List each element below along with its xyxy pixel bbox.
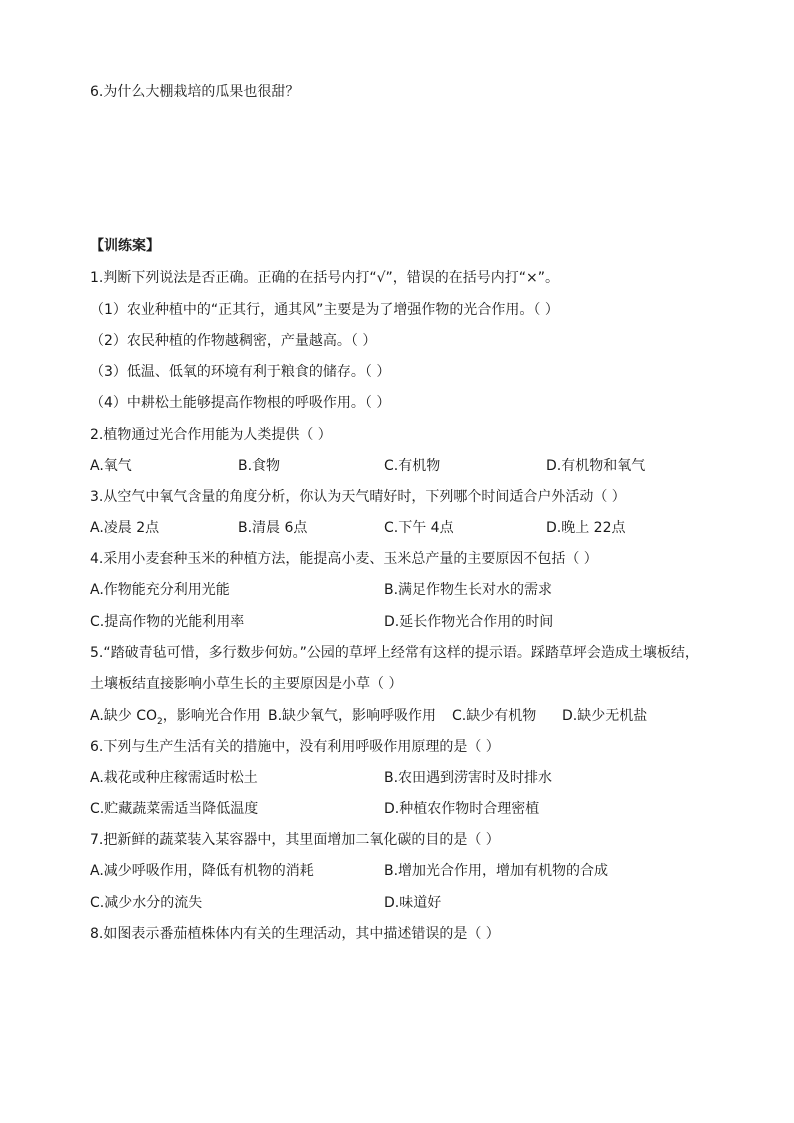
q6-option-b: B.农田遇到涝害时及时排水 [384,770,553,786]
q6-option-d: D.种植农作物时合理密植 [384,801,540,817]
q5-option-c: C.缺少有机物 [452,708,537,724]
q5-option-a-prefix: A.缺少 CO [90,708,158,724]
q3-option-b: B.清晨 6点 [238,520,308,536]
q3-stem: 3.从空气中氧气含量的角度分析，你认为天气晴好时，下列哪个时间适合户外活动（ ） [90,489,626,505]
q5-option-b: B.缺少氧气，影响呼吸作用 [268,708,437,724]
q5-option-d: D.缺少无机盐 [562,708,648,724]
q6-stem: 6.下列与生产生活有关的措施中，没有利用呼吸作用原理的是（ ） [90,739,500,755]
q5-option-a [90,706,261,732]
q4-option-a: A.作物能充分利用光能 [90,582,230,598]
q1-stem: 1.判断下列说法是否正确。正确的在括号内打“√”，错误的在括号内打“×”。 [90,270,560,286]
q7-option-c: C.减少水分的流失 [90,895,203,911]
q4-option-c: C.提高作物的光能利用率 [90,614,245,630]
q2-stem: 2.植物通过光合作用能为人类提供（ ） [90,427,332,443]
q7-option-d: D.味道好 [384,895,442,911]
q3-option-c: C.下午 4点 [384,520,454,536]
q2-option-b: B.食物 [238,458,281,474]
q5-stem-line-1: 5.“踏破青毡可惜，多行数步何妨。”公园的草坪上经常有这样的提示语。踩踏草坪会造成土壤板结， [90,645,699,661]
q6-option-c: C.贮藏蔬菜需适当降低温度 [90,801,259,817]
q4-option-b: B.满足作物生长对水的需求 [384,582,553,598]
q7-option-a: A.减少呼吸作用，降低有机物的消耗 [90,863,314,879]
section-title: 【训练案】 [90,238,160,254]
q3-option-d: D.晚上 22点 [546,520,626,536]
q1-item-3: （3）低温、低氧的环境有利于粮食的储存。（ ） [90,364,391,380]
q4-option-d: D.延长作物光合作用的时间 [384,614,554,630]
q4-stem: 4.采用小麦套种玉米的种植方法，能提高小麦、玉米总产量的主要原因不包括（ ） [90,551,598,567]
q7-stem: 7.把新鲜的蔬菜装入某容器中，其里面增加二氧化碳的目的是（ ） [90,832,500,848]
q5-stem-line-2: 土壤板结直接影响小草生长的主要原因是小草（ ） [90,676,403,692]
question-6-prelude: 6.为什么大棚栽培的瓜果也很甜？ [90,84,300,100]
q2-option-a: A.氧气 [90,458,132,474]
q1-item-2: （2）农民种植的作物越稠密，产量越高。（ ） [90,333,377,349]
q5-option-a-suffix: ，影响光合作用 [162,708,261,724]
q7-option-b: B.增加光合作用，增加有机物的合成 [384,863,609,879]
q1-item-1: （1）农业种植中的“正其行，通其风”主要是为了增强作物的光合作用。（ ） [90,302,559,318]
q8-stem: 8.如图表示番茄植株体内有关的生理活动，其中描述错误的是（ ） [90,926,500,942]
q5-option-a-subscript: 2 [157,716,163,727]
q3-option-a: A.凌晨 2点 [90,520,160,536]
q2-option-d: D.有机物和氧气 [546,458,646,474]
q2-option-c: C.有机物 [384,458,441,474]
q1-item-4: （4）中耕松土能够提高作物根的呼吸作用。（ ） [90,395,391,411]
q6-option-a: A.栽花或种庄稼需适时松土 [90,770,258,786]
